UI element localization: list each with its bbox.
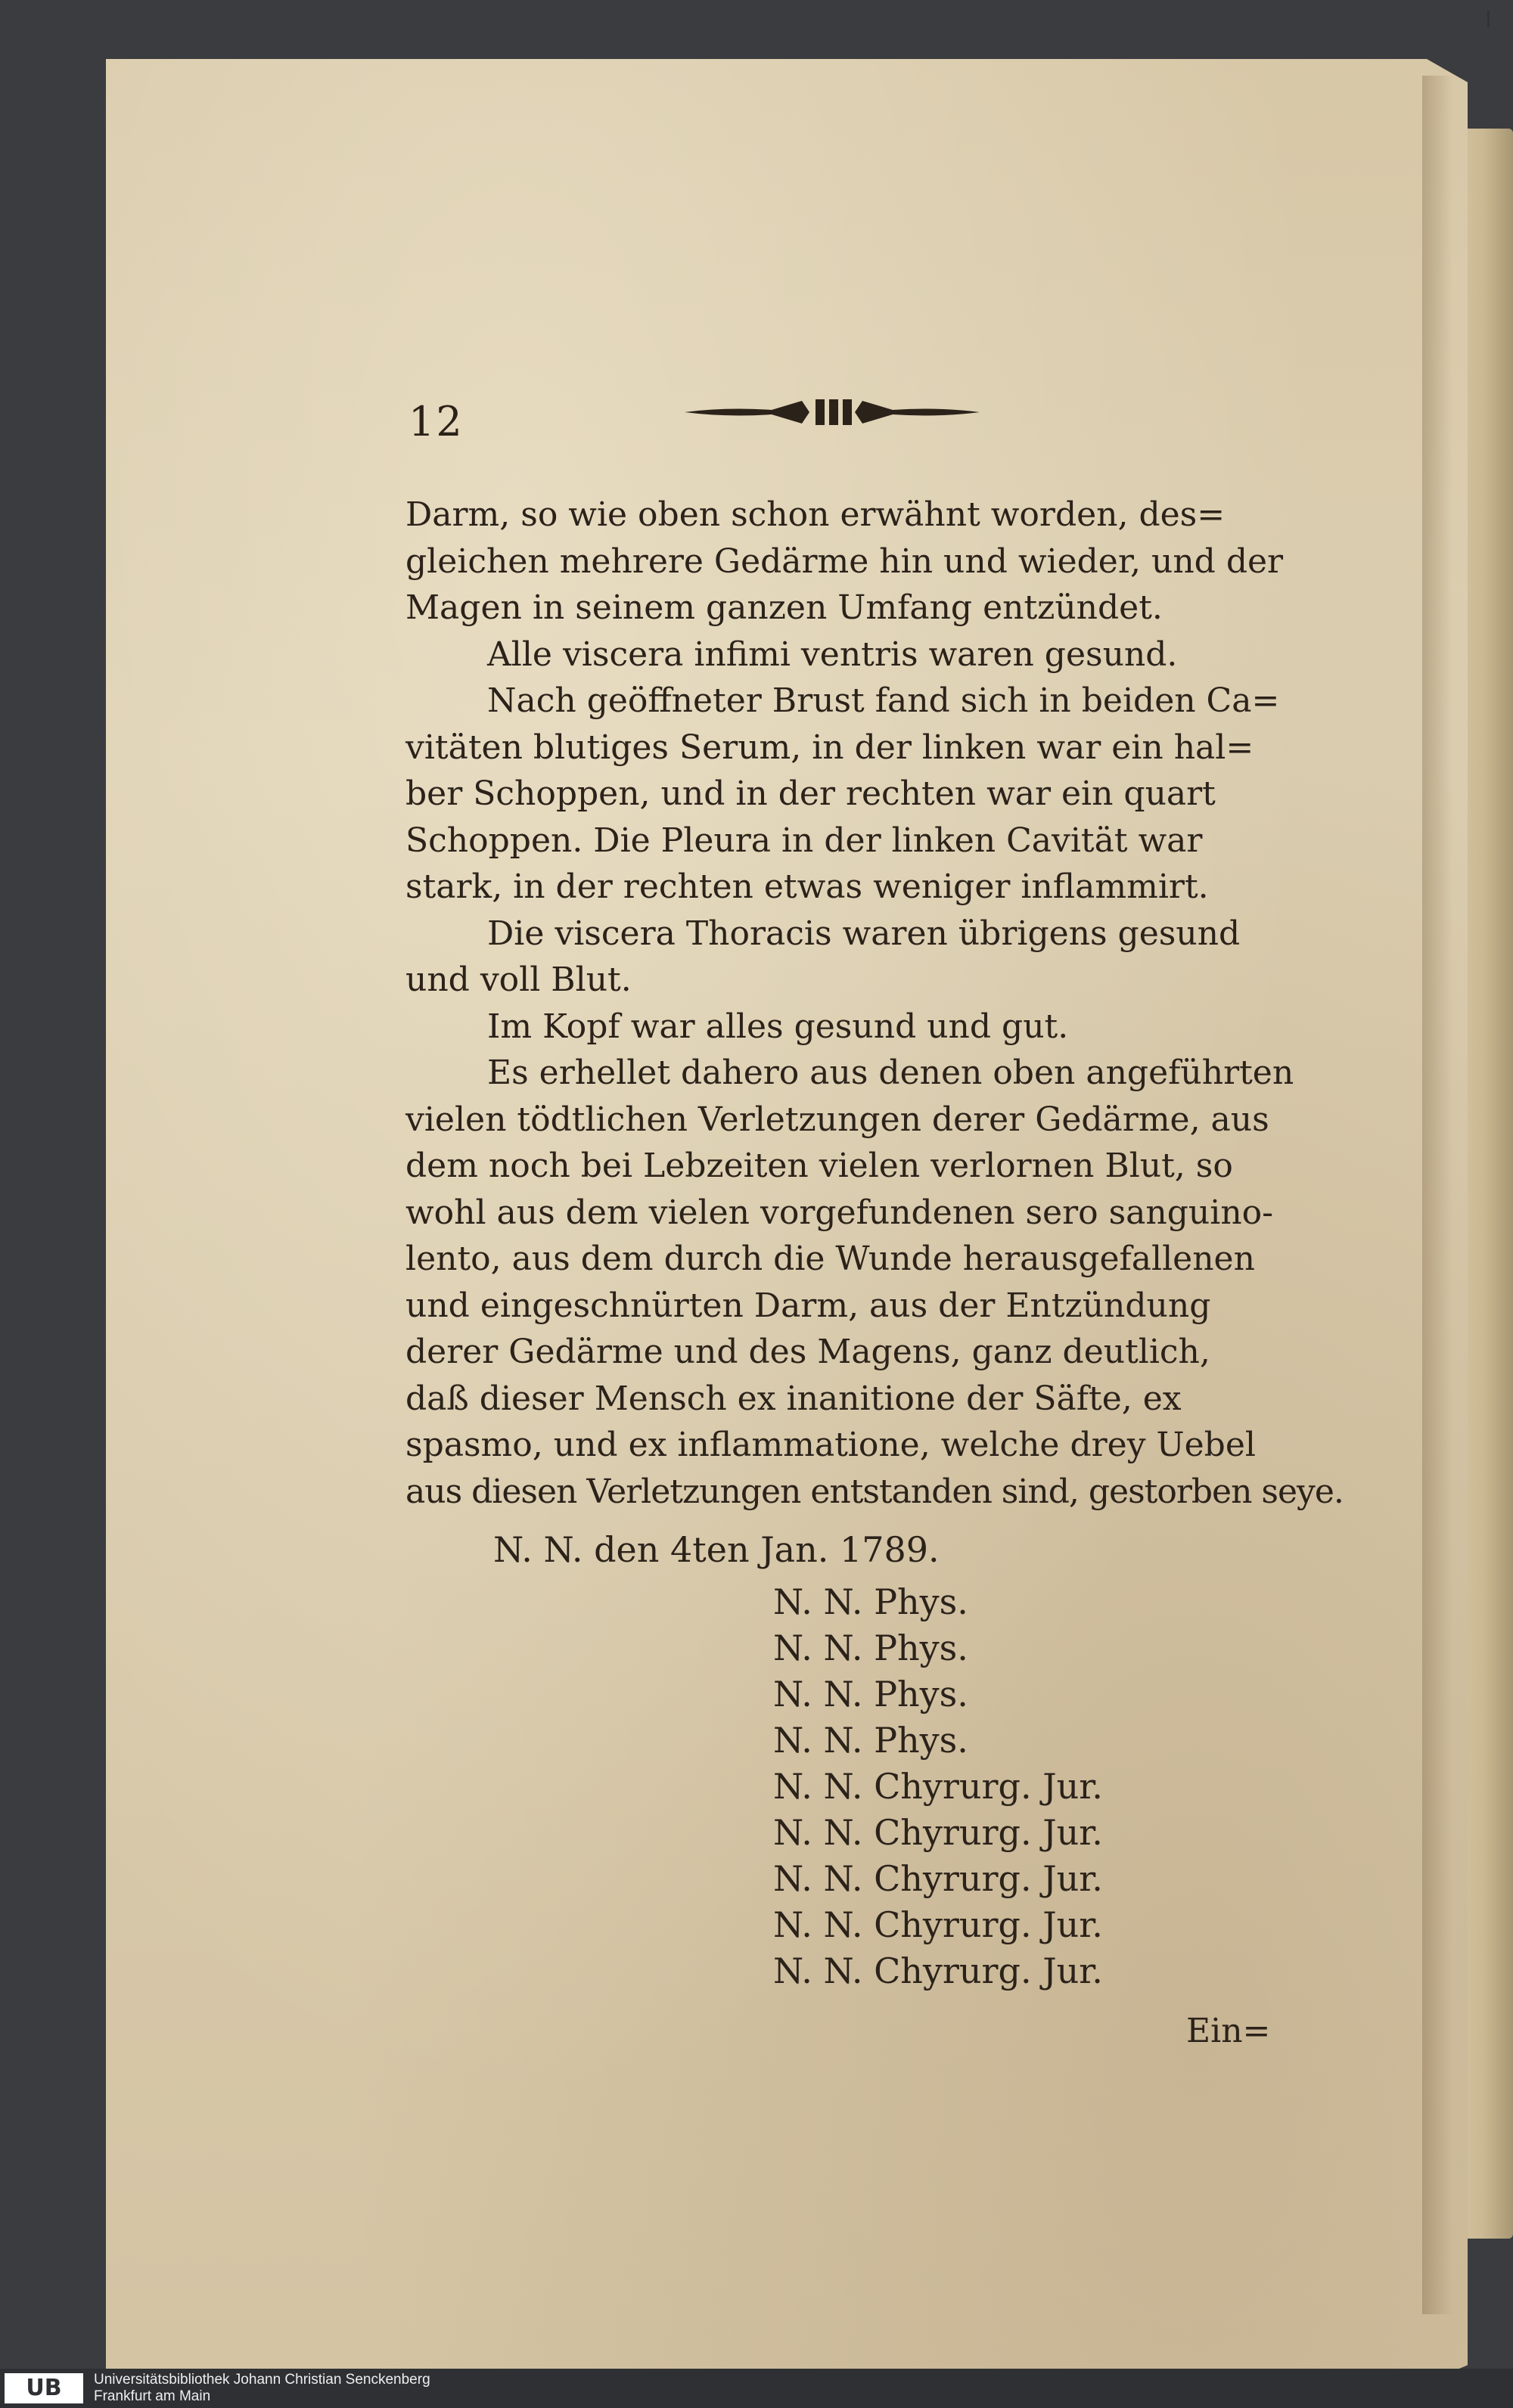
text-line: Alle viscera infimi ventris waren gesund. [487, 635, 1178, 674]
text-line: ber Schoppen, und in der rechten war ein quart [405, 774, 1216, 813]
library-logo: UB [5, 2373, 83, 2403]
signature: N. N. Chyrurg. Jur. [773, 1766, 1103, 1807]
signature: N. N. Chyrurg. Jur. [773, 1812, 1103, 1853]
text-line: Darm, so wie oben schon erwähnt worden, des= [405, 495, 1226, 534]
page-number: 12 [409, 398, 464, 445]
text-line: stark, in der rechten etwas weniger inflammirt. [405, 867, 1209, 906]
library-name: Universitätsbibliothek Johann Christian Senckenberg [94, 2372, 430, 2388]
text-line: Magen in seinem ganzen Umfang entzündet. [405, 588, 1163, 627]
catchword: Ein= [1186, 2012, 1271, 2050]
text-line: dem noch bei Lebzeiten vielen verlornen Blut, so [405, 1147, 1233, 1185]
text-line: Die viscera Thoracis waren übrigens gesund [487, 914, 1241, 953]
signature: N. N. Chyrurg. Jur. [773, 1858, 1103, 1899]
text-line: Im Kopf war alles gesund und gut. [487, 1007, 1069, 1046]
text-line: spasmo, und ex inflammatione, welche drey Uebel [405, 1426, 1256, 1464]
signature: N. N. Phys. [773, 1581, 968, 1622]
text-line: wohl aus dem vielen vorgefundenen sero sanguino- [405, 1193, 1274, 1232]
dateline: N. N. den 4ten Jan. 1789. [493, 1529, 940, 1570]
library-credit [94, 2372, 430, 2405]
text-line: und eingeschnürten Darm, aus der Entzündung [405, 1286, 1211, 1325]
text-line: vitäten blutiges Serum, in der linken war ein hal= [405, 728, 1254, 767]
signature: N. N. Chyrurg. Jur. [773, 1950, 1103, 1991]
signature: N. N. Phys. [773, 1674, 968, 1714]
text-line: daß dieser Mensch ex inanitione der Säfte, ex [405, 1379, 1182, 1418]
text-line: Es erhellet dahero aus denen oben angeführten [487, 1054, 1294, 1092]
signature: N. N. Phys. [773, 1720, 968, 1761]
body-text [405, 492, 1344, 1515]
scan-edge-mark [1487, 11, 1490, 27]
text-line: gleichen mehrere Gedärme hin und wieder, und der [405, 541, 1284, 581]
signature: N. N. Phys. [773, 1628, 968, 1668]
signature: N. N. Chyrurg. Jur. [773, 1904, 1103, 1945]
library-city: Frankfurt am Main [94, 2388, 211, 2404]
text-line: derer Gedärme und des Magens, ganz deutlich, [405, 1333, 1210, 1371]
text-line: aus diesen Verletzungen entstanden sind, gestorben seye. [405, 1472, 1344, 1511]
text-line: Nach geöffneter Brust fand sich in beiden Ca= [487, 681, 1280, 720]
text-line: und voll Blut. [405, 960, 632, 999]
text-line: Schoppen. Die Pleura in der linken Cavität war [405, 821, 1203, 860]
page-fold-shadow [1422, 76, 1452, 2314]
text-line: lento, aus dem durch die Wunde herausgefallenen [405, 1240, 1255, 1278]
header-ornament [681, 393, 983, 431]
text-line: vielen tödtlichen Verletzungen derer Gedärme, aus [405, 1100, 1269, 1139]
signature-list [773, 1579, 1103, 1994]
